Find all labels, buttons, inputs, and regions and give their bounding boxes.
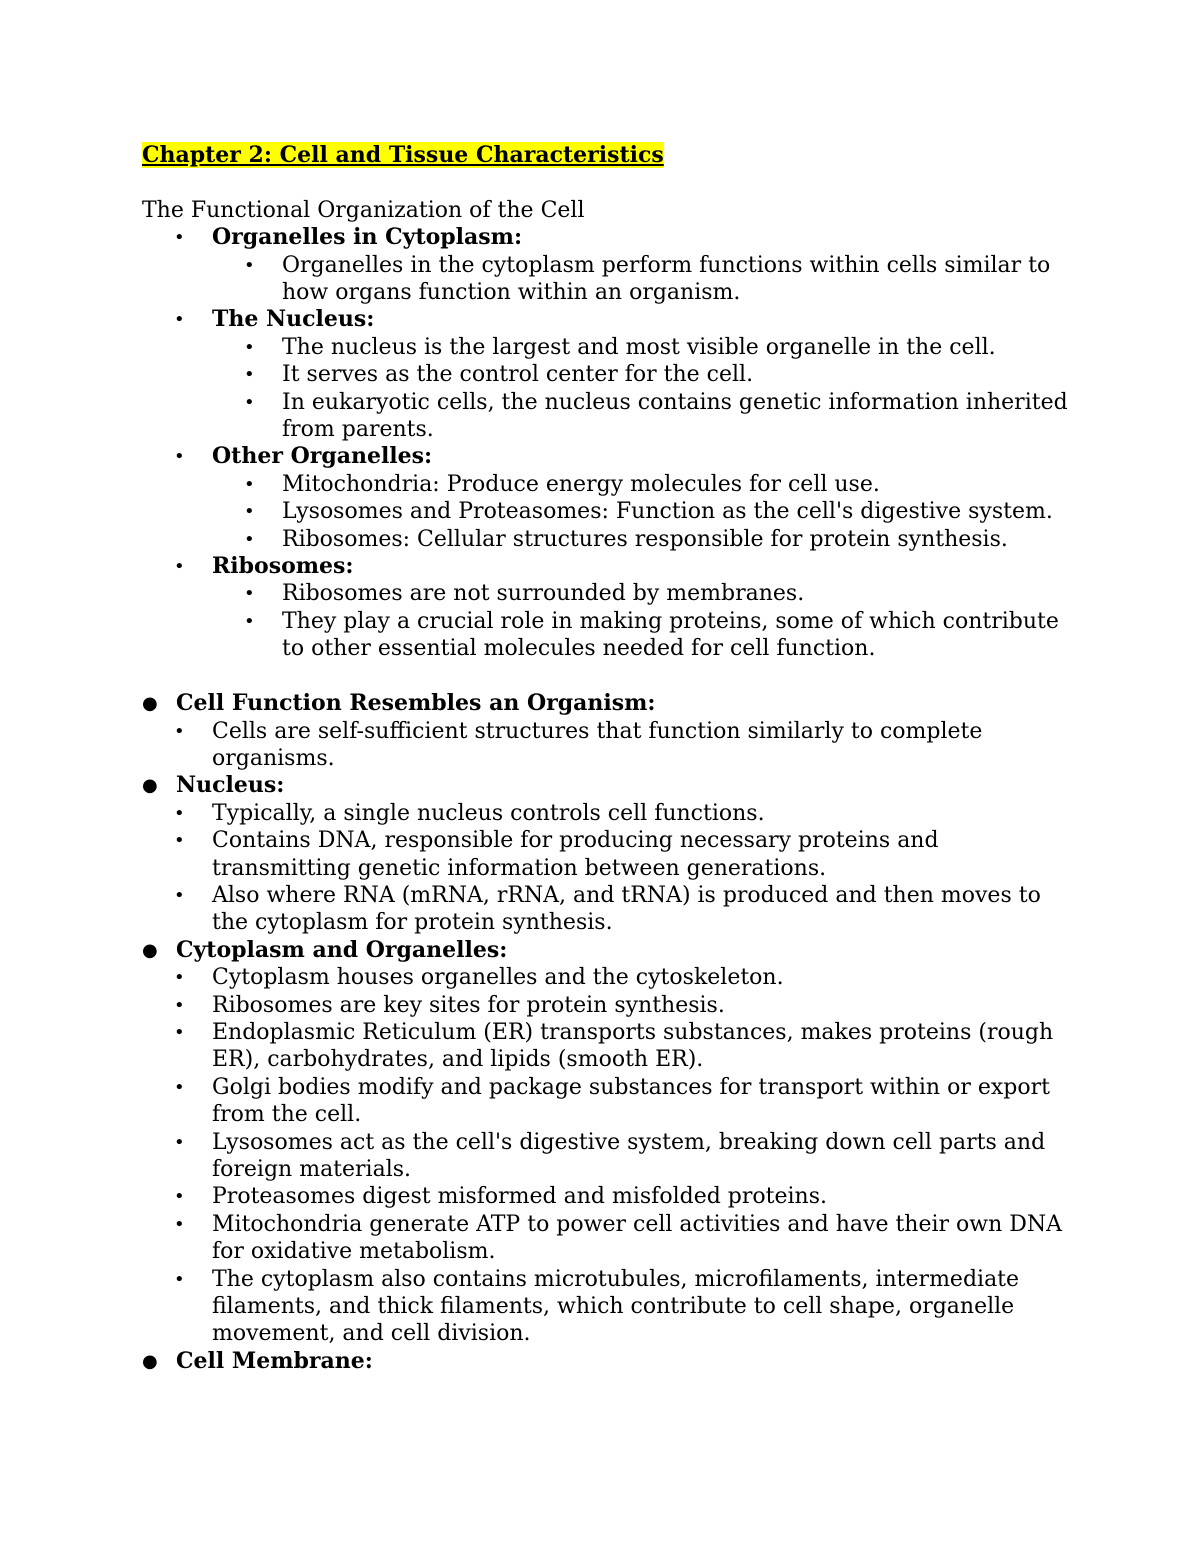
outline-bullet-item	[142, 800, 1082, 827]
outline-bullet-item	[142, 389, 1082, 444]
outline-bullet-text: Lysosomes act as the cell's digestive system, breaking down cell parts and foreign materials.	[212, 1129, 1046, 1182]
outline-heading-item	[142, 937, 1082, 964]
outline-heading-item	[142, 690, 1082, 717]
bullet-icon: •	[244, 364, 255, 386]
bullet-icon: •	[174, 309, 185, 331]
outline-bullet-text: Organelles in the cytoplasm perform functions within cells similar to how organs function within an organism.	[282, 252, 1051, 306]
bullet-icon: •	[174, 802, 185, 824]
bullet-icon: •	[244, 501, 255, 523]
outline-bullet-text: They play a crucial role in making proteins, some of which contribute to other essential molecules needed for cell function.	[282, 608, 1059, 662]
blank-line	[142, 663, 1082, 690]
outline-bullet-item	[142, 1266, 1082, 1348]
section-heading: The Functional Organization of the Cell	[142, 197, 585, 223]
outline-bullet-text: Typically, a single nucleus controls cell functions.	[212, 800, 765, 826]
outline-bullet-item	[142, 964, 1082, 991]
outline-heading: Cytoplasm and Organelles:	[176, 936, 508, 963]
outline-bullet-item	[142, 498, 1082, 525]
outline-bullet-item	[142, 827, 1082, 882]
bullet-icon: ●	[142, 775, 158, 797]
outline-bullet-text: Mitochondria: Produce energy molecules for cell use.	[282, 471, 880, 497]
outline-heading: Ribosomes:	[212, 553, 354, 580]
bullet-icon: •	[174, 720, 185, 742]
bullet-icon: •	[244, 528, 255, 550]
outline-bullet-text: Cells are self-sufficient structures that function similarly to complete organisms.	[212, 718, 983, 771]
bullet-icon: •	[174, 556, 185, 578]
outline-heading: Other Organelles:	[212, 443, 433, 470]
outline-heading: The Nucleus:	[212, 306, 375, 333]
bullet-icon: •	[244, 583, 255, 605]
bullet-icon: •	[244, 336, 255, 358]
outline-bullet-item	[142, 334, 1082, 361]
bullet-icon: •	[244, 391, 255, 413]
outline-bullet-text: Ribosomes: Cellular structures responsible for protein synthesis.	[282, 526, 1008, 552]
outline-bullet-text: Mitochondria generate ATP to power cell activities and have their own DNA for oxidative metabolism.	[212, 1211, 1063, 1265]
bullet-icon: •	[244, 610, 255, 632]
bullet-icon: •	[174, 1131, 185, 1153]
outline-bullet-text: Lysosomes and Proteasomes: Function as the cell's digestive system.	[282, 499, 1053, 525]
outline-bullet-item	[142, 580, 1082, 607]
outline-heading: Nucleus:	[176, 772, 285, 799]
document-page	[142, 142, 1082, 1375]
outline-heading: Organelles in Cytoplasm:	[212, 224, 523, 251]
bullet-icon: ●	[142, 1350, 158, 1372]
bullet-icon: •	[174, 1076, 185, 1098]
bullet-icon: •	[174, 1268, 185, 1290]
outline-bullet-text: Ribosomes are not surrounded by membranes.	[282, 581, 805, 607]
bullet-icon: •	[174, 446, 185, 468]
outline-heading: Cell Membrane:	[176, 1347, 373, 1374]
chapter-title	[142, 142, 1082, 169]
outline-bullet-text: The cytoplasm also contains microtubules, microfilaments, intermediate filaments, and thick filaments, which contribute to cell shape, organelle movement, and cell division.	[212, 1266, 1020, 1347]
outline-bullet-text: Golgi bodies modify and package substances for transport within or export from the cell.	[212, 1074, 1050, 1128]
bullet-icon: •	[174, 1186, 185, 1208]
outline-bullet-item	[142, 526, 1082, 553]
outline-bullet-text: Ribosomes are key sites for protein synthesis.	[212, 992, 725, 1018]
bullet-icon: •	[174, 830, 185, 852]
outline-bullet-item	[142, 361, 1082, 388]
outline-bullet-text: Cytoplasm houses organelles and the cytoskeleton.	[212, 965, 784, 991]
outline-bullet-item	[142, 608, 1082, 663]
bullet-icon: •	[174, 1021, 185, 1043]
bullet-icon: •	[174, 1213, 185, 1235]
outline-heading-item	[142, 443, 1082, 470]
bullet-icon: •	[174, 967, 185, 989]
outline-bullet-item	[142, 1183, 1082, 1210]
outline-bullet-text: Contains DNA, responsible for producing necessary proteins and transmitting genetic information between generations.	[212, 828, 939, 881]
outline-heading-item	[142, 306, 1082, 333]
outline-bullet-item	[142, 252, 1082, 307]
bullet-icon: ●	[142, 693, 158, 715]
outline-heading-item	[142, 1348, 1082, 1375]
outline-bullet-item	[142, 1074, 1082, 1129]
outline-bullet-text: Endoplasmic Reticulum (ER) transports substances, makes proteins (rough ER), carbohydrates, and lipids (smooth ER).	[212, 1019, 1054, 1073]
chapter-title-text: Chapter 2: Cell and Tissue Characteristics	[142, 142, 664, 168]
outline-bullet-item	[142, 718, 1082, 773]
bullet-icon: •	[244, 473, 255, 495]
outline-bullet-item	[142, 471, 1082, 498]
outline-bullet-text: Also where RNA (mRNA, rRNA, and tRNA) is produced and then moves to the cytoplasm for protein synthesis.	[212, 882, 1041, 936]
outline-heading: Cell Function Resembles an Organism:	[176, 690, 656, 717]
outline-bullet-text: It serves as the control center for the cell.	[282, 362, 754, 388]
outline-heading-item	[142, 772, 1082, 799]
outline-bullet-text: Proteasomes digest misformed and misfolded proteins.	[212, 1184, 827, 1210]
outline-heading-item	[142, 553, 1082, 580]
bullet-icon: •	[174, 994, 185, 1016]
outline-heading-item	[142, 224, 1082, 251]
outline-bullet-item	[142, 1211, 1082, 1266]
outline-bullet-item	[142, 882, 1082, 937]
outline-bullet-item	[142, 992, 1082, 1019]
outline-bullet-text: The nucleus is the largest and most visible organelle in the cell.	[282, 334, 996, 360]
outline-bullet-item	[142, 1019, 1082, 1074]
bullet-icon: •	[244, 254, 255, 276]
cell-outline	[142, 690, 1082, 1375]
outline-bullet-text: In eukaryotic cells, the nucleus contains genetic information inherited from parents.	[282, 389, 1068, 443]
bullet-icon: •	[174, 884, 185, 906]
bullet-icon: ●	[142, 939, 158, 961]
organelle-outline	[142, 224, 1082, 663]
bullet-icon: •	[174, 227, 185, 249]
outline-bullet-item	[142, 1129, 1082, 1184]
